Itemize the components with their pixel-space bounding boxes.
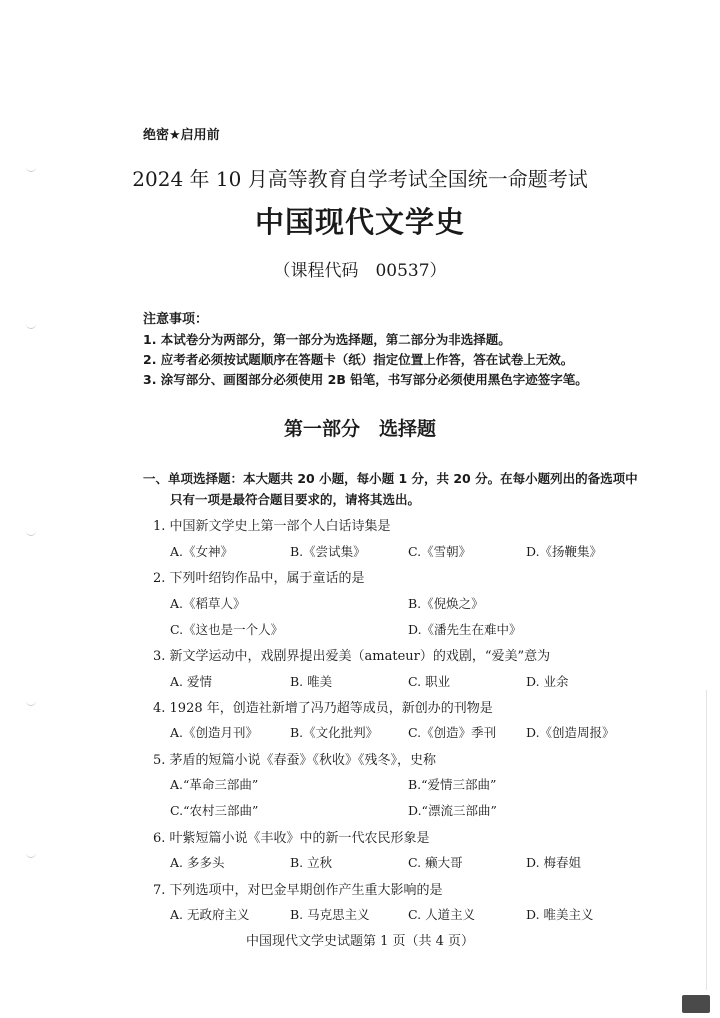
page-footer: 中国现代文学史试题第 1 页（共 4 页） bbox=[245, 934, 475, 949]
notice-item: 1. 本试卷分为两部分，第一部分为选择题，第二部分为非选择题。 bbox=[143, 332, 511, 347]
answer-option: A. 多多头 bbox=[170, 855, 225, 870]
answer-option: D.《扬鞭集》 bbox=[526, 544, 603, 559]
exam-title: 2024 年 10 月高等教育自学考试全国统一命题考试 bbox=[132, 167, 588, 191]
binding-hole-mark bbox=[26, 851, 36, 858]
binding-hole-mark bbox=[26, 699, 36, 706]
part-title: 第一部分 选择题 bbox=[283, 418, 436, 440]
confidential-label: 绝密★启用前 bbox=[143, 128, 220, 143]
course-code: （课程代码 00537） bbox=[273, 261, 447, 281]
question-stem: 4. 1928 年，创造社新增了冯乃超等成员，新创办的刊物是 bbox=[153, 701, 493, 716]
answer-option: D. 梅春姐 bbox=[526, 855, 582, 870]
question-stem: 6. 叶紫短篇小说《丰收》中的新一代农民形象是 bbox=[153, 831, 430, 846]
question-stem: 5. 茅盾的短篇小说《春蚕》《秋收》《残冬》，史称 bbox=[153, 753, 437, 768]
answer-option: B.《尝试集》 bbox=[290, 544, 366, 559]
binding-hole-mark bbox=[26, 529, 36, 536]
answer-option: B.《倪焕之》 bbox=[408, 596, 484, 611]
section-instruction: 一、单项选择题：本大题共 20 小题，每小题 1 分，共 20 分。在每小题列出的备选项中 bbox=[143, 471, 638, 486]
notice-item: 3. 涂写部分、画图部分必须使用 2B 铅笔，书写部分必须使用黑色字迹签字笔。 bbox=[143, 372, 588, 387]
binding-hole-mark bbox=[26, 322, 36, 329]
answer-option: B. 马克思主义 bbox=[290, 907, 370, 922]
answer-option: A.《创造月刊》 bbox=[170, 725, 259, 740]
answer-option: C. 人道主义 bbox=[408, 907, 476, 922]
question-stem: 2. 下列叶绍钧作品中，属于童话的是 bbox=[153, 571, 365, 586]
answer-option: A. 爱情 bbox=[170, 674, 212, 689]
answer-option: D.“漂流三部曲” bbox=[408, 803, 497, 818]
answer-option: D. 唯美主义 bbox=[526, 907, 594, 922]
section-instruction: 只有一项是最符合题目要求的，请将其选出。 bbox=[170, 492, 421, 507]
question-stem: 7. 下列选项中，对巴金早期创作产生重大影响的是 bbox=[153, 883, 443, 898]
answer-option: D.《潘先生在难中》 bbox=[408, 622, 522, 637]
answer-option: B. 立秋 bbox=[290, 855, 333, 870]
answer-option: A.“革命三部曲” bbox=[170, 777, 259, 792]
notice-title: 注意事项： bbox=[143, 312, 209, 327]
question-stem: 1. 中国新文学史上第一部个人白话诗集是 bbox=[153, 519, 391, 534]
answer-option: A.《女神》 bbox=[170, 544, 234, 559]
answer-option: B.“爱情三部曲” bbox=[408, 777, 497, 792]
answer-option: C.《雪朝》 bbox=[408, 544, 472, 559]
answer-option: A. 无政府主义 bbox=[170, 907, 250, 922]
answer-option: A.《稻草人》 bbox=[170, 596, 246, 611]
answer-option: B. 唯美 bbox=[290, 674, 333, 689]
answer-option: C.《这也是一个人》 bbox=[170, 622, 284, 637]
answer-option: C.“农村三部曲” bbox=[170, 803, 259, 818]
answer-option: C. 职业 bbox=[408, 674, 451, 689]
question-stem: 3. 新文学运动中，戏剧界提出爱美（amateur）的戏剧，“爱美”意为 bbox=[153, 649, 551, 664]
answer-option: C. 癞大哥 bbox=[408, 855, 463, 870]
subject-title: 中国现代文学史 bbox=[254, 205, 465, 239]
answer-option: D. 业余 bbox=[526, 674, 569, 689]
corner-mark bbox=[682, 995, 710, 1013]
answer-option: C.《创造》季刊 bbox=[408, 725, 497, 740]
answer-option: B.《文化批判》 bbox=[290, 725, 379, 740]
notice-item: 2. 应考者必须按试题顺序在答题卡（纸）指定位置上作答，答在试卷上无效。 bbox=[143, 352, 574, 367]
answer-option: D.《创造周报》 bbox=[526, 725, 615, 740]
